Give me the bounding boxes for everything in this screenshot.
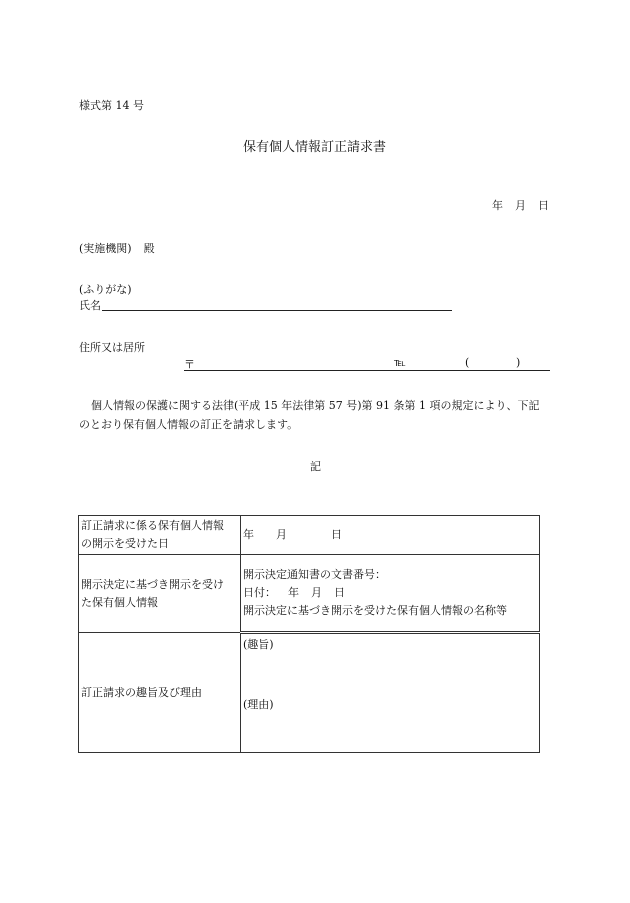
purpose-reason-field[interactable] <box>241 633 540 753</box>
document-title: 保有個人情報訂正請求書 <box>243 140 387 155</box>
postal-mark: 〒 <box>184 358 195 371</box>
request-table <box>78 515 540 753</box>
reason-label: (理由) <box>243 698 274 711</box>
table-row <box>79 516 540 555</box>
disclosed-info-field[interactable] <box>241 555 540 633</box>
row2-date: 日付： 年 月 日 <box>243 586 345 599</box>
date-day: 日 <box>538 199 549 212</box>
honorific: 殿 <box>143 242 155 255</box>
row1-day: 日 <box>331 528 342 541</box>
row1-month: 月 <box>276 528 287 541</box>
form-number: 様式第 14 号 <box>79 99 144 112</box>
info-name-note: 開示決定に基づき開示を受けた保有個人情報の名称等 <box>243 604 507 617</box>
address-field-line[interactable] <box>184 370 550 371</box>
paren-open: ( <box>465 356 470 369</box>
purpose-reason-label: 訂正請求の趣旨及び理由 <box>79 633 241 753</box>
address-label: 住所又は居所 <box>79 341 145 354</box>
name-field-line[interactable] <box>102 310 452 311</box>
agency-label: (実施機関) <box>79 242 132 255</box>
disclosure-date-label: 訂正請求に係る保有個人情報 の開示を受けた日 <box>79 516 241 555</box>
body-line-2: のとおり保有個人情報の訂正を請求します。 <box>79 418 299 431</box>
doc-number-label: 開示決定通知書の文書番号： <box>243 568 386 581</box>
table-row <box>79 633 540 753</box>
name-label: 氏名 <box>79 299 101 312</box>
date-year: 年 <box>492 199 503 212</box>
furigana-label: (ふりがな) <box>79 283 132 296</box>
body-line-1: 個人情報の保護に関する法律(平成 15 年法律第 57 号)第 91 条第 1 項の規定により、下記 <box>91 399 540 412</box>
purpose-label: (趣旨) <box>243 638 274 651</box>
request-date <box>492 197 549 213</box>
table-row <box>79 555 540 633</box>
date-month: 月 <box>515 199 526 212</box>
row1-year: 年 <box>243 528 254 541</box>
addressee <box>79 240 155 256</box>
disclosed-info-label: 開示決定に基づき開示を受け た保有個人情報 <box>79 555 241 633</box>
disclosure-date-field[interactable] <box>241 516 540 555</box>
phone-icon: ℡ <box>394 356 406 369</box>
ki-heading: 記 <box>310 460 321 473</box>
paren-close: ) <box>516 356 521 369</box>
